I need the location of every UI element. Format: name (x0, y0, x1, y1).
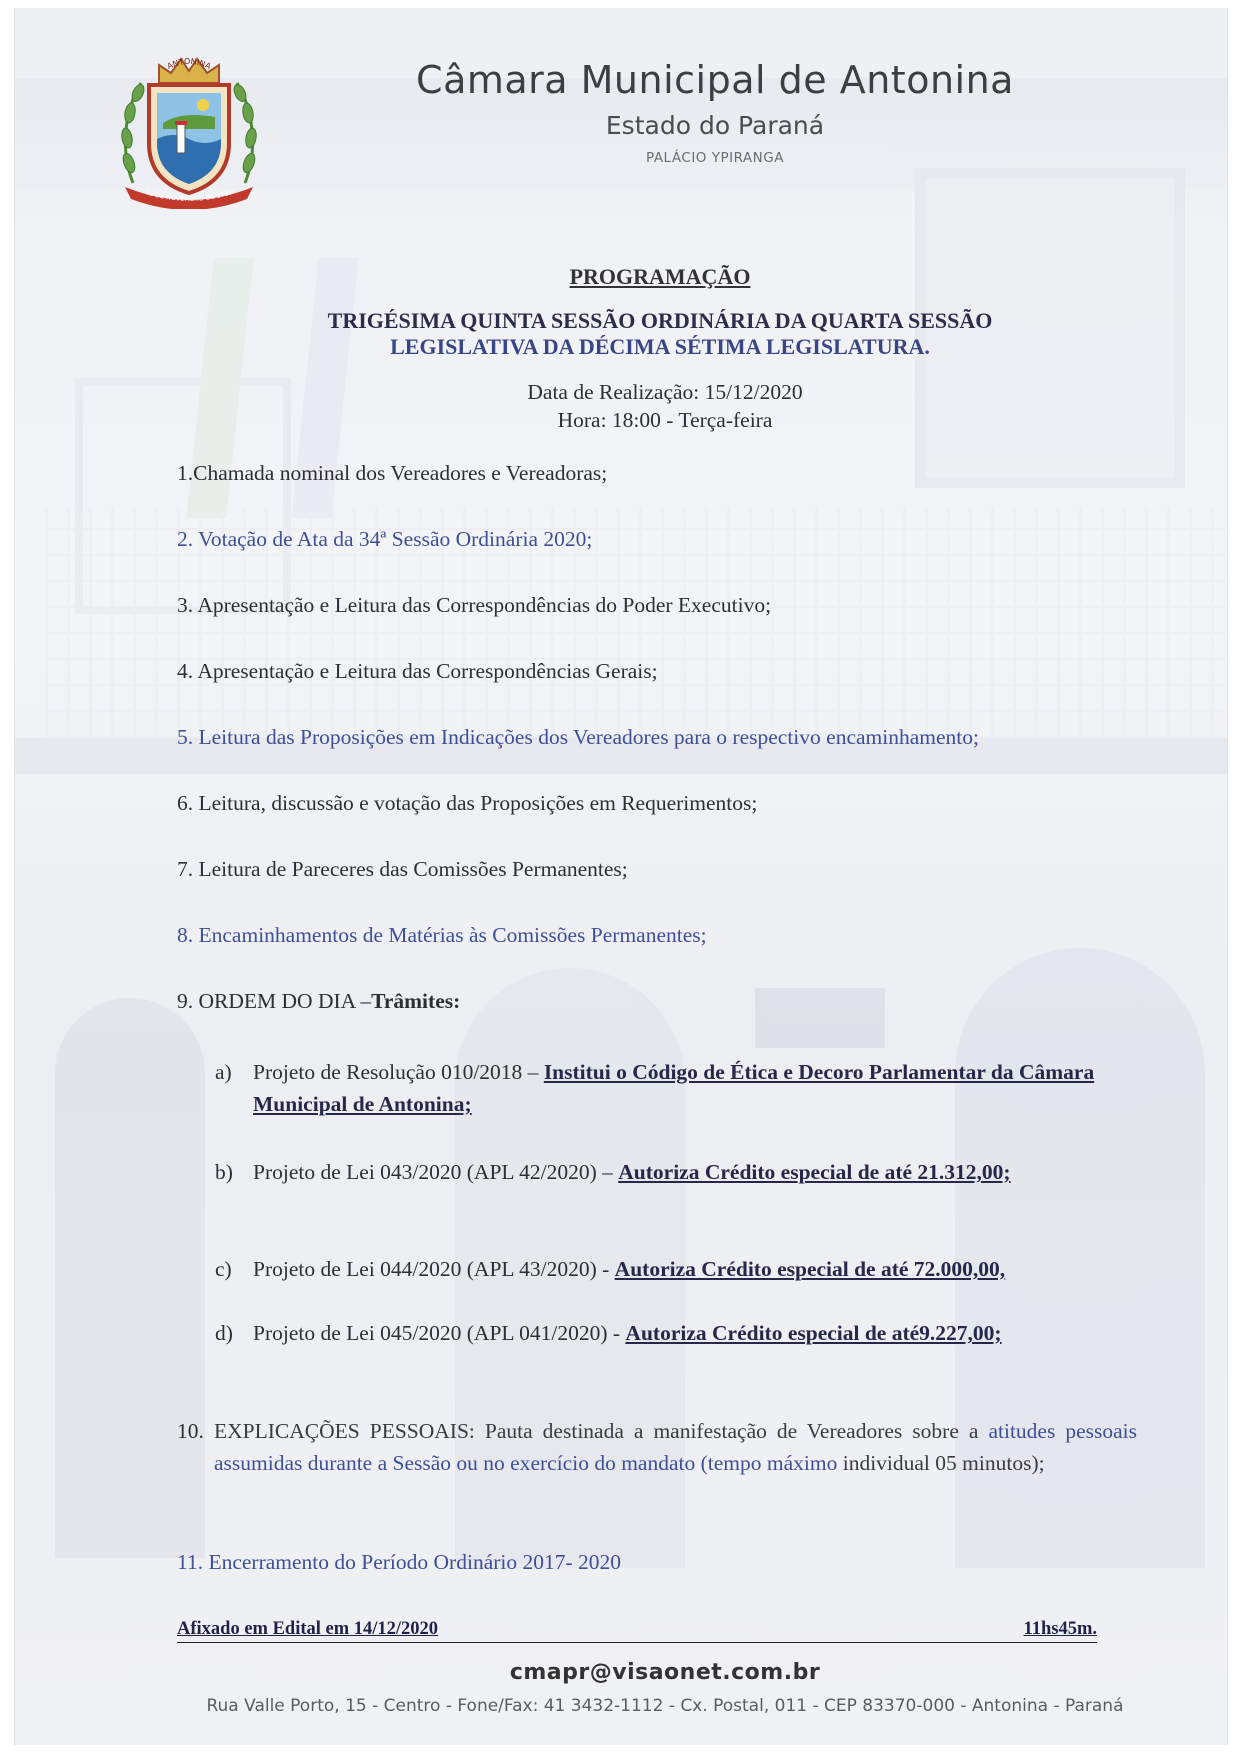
svg-text:12 DE NOVEMBRO DE 1797: 12 DE NOVEMBRO DE 1797 (144, 188, 234, 204)
order-item-a-project: Projeto de Resolução 010/2018 – (253, 1060, 544, 1084)
agenda-item-10 (177, 1415, 1137, 1479)
agenda-item-3: 3. Apresentação e Leitura das Correspondências do Poder Executivo; (177, 593, 772, 617)
agenda-item-10-line2: atitudes pessoais assumidas durante a Sessão ou no exercício do mandato (tempo máximo (214, 1419, 1137, 1475)
agenda-item-7: 7. Leitura de Pareceres das Comissões Permanentes; (177, 857, 628, 881)
order-item-c-label: c) (215, 1257, 232, 1281)
session-date: Data de Realização: 15/12/2020 (527, 380, 803, 404)
agenda-item-10-line1: EXPLICAÇÕES PESSOAIS: Pauta destinada a manifestação de Vereadores sobre a (214, 1419, 979, 1443)
posting-line (177, 1614, 1097, 1643)
session-title-line2: LEGISLATIVA DA DÉCIMA SÉTIMA LEGISLATURA. (390, 334, 930, 359)
posting-date: Afixado em Edital em 14/12/2020 (177, 1619, 439, 1639)
order-item-a (215, 1056, 1135, 1120)
agenda-item-9 (177, 989, 460, 1014)
order-item-a-summary: Institui o Código de Ética e Decoro Parlamentar da Câmara Municipal de Antonina; (253, 1060, 1095, 1116)
agenda-item-9-label: 9. ORDEM DO DIA – (177, 989, 372, 1013)
program-heading: PROGRAMAÇÃO (569, 264, 751, 289)
session-datetime (345, 378, 985, 434)
agenda-item-1: 1.Chamada nominal dos Vereadores e Vereadoras; (177, 461, 608, 485)
order-item-d (215, 1317, 1135, 1349)
posting-time: 11hs45m. (1023, 1619, 1097, 1639)
order-item-b-project: Projeto de Lei 043/2020 (APL 42/2020) – (253, 1160, 619, 1184)
order-item-c (215, 1253, 1135, 1285)
svg-text:ANTONINA: ANTONINA (165, 56, 213, 72)
session-time: Hora: 18:00 - Terça-feira (557, 408, 773, 432)
agenda-item-11: 11. Encerramento do Período Ordinário 2017- 2020 (177, 1550, 622, 1574)
order-item-d-summary: Autoriza Crédito especial de até9.227,00; (625, 1321, 1002, 1345)
document-page (14, 8, 1228, 1745)
agenda-item-9-procedures: Trâmites: (371, 989, 461, 1013)
contact-address: Rua Valle Porto, 15 - Centro - Fone/Fax: 41 3432-1112 - Cx. Postal, 011 - CEP 83370-000 - Antonina - Paraná (206, 1696, 1124, 1716)
order-item-b-label: b) (215, 1160, 233, 1184)
agenda-item-2: 2. Votação de Ata da 34ª Sessão Ordinária 2020; (177, 527, 593, 551)
order-item-a-label: a) (215, 1060, 232, 1084)
agenda-item-6: 6. Leitura, discussão e votação das Proposições em Requerimentos; (177, 791, 758, 815)
order-item-c-summary: Autoriza Crédito especial de até 72.000,00, (614, 1257, 1006, 1281)
agenda-item-4: 4. Apresentação e Leitura das Correspondências Gerais; (177, 659, 658, 683)
municipal-crest-icon (115, 43, 263, 209)
palace-name: PALÁCIO YPIRANGA (646, 150, 784, 166)
agenda-item-10-number: 10. (177, 1419, 204, 1443)
council-name: Câmara Municipal de Antonina (416, 58, 1014, 102)
agenda-item-8: 8. Encaminhamentos de Matérias às Comissões Permanentes; (177, 923, 707, 947)
order-item-b-summary: Autoriza Crédito especial de até 21.312,00; (618, 1160, 1011, 1184)
session-title (235, 308, 1085, 360)
order-item-d-project: Projeto de Lei 045/2020 (APL 041/2020) - (253, 1321, 626, 1345)
order-item-d-label: d) (215, 1321, 233, 1345)
contact-email: cmapr@visaonet.com.br (509, 1660, 821, 1685)
agenda-item-10-line3: individual 05 minutos); (842, 1451, 1045, 1475)
agenda-item-5: 5. Leitura das Proposições em Indicações dos Vereadores para o respectivo encaminhamento; (177, 725, 979, 749)
session-title-line1: TRIGÉSIMA QUINTA SESSÃO ORDINÁRIA DA QUARTA SESSÃO (327, 308, 993, 333)
order-item-b (215, 1156, 1135, 1188)
order-item-c-project: Projeto de Lei 044/2020 (APL 43/2020) - (253, 1257, 615, 1281)
state-name: Estado do Paraná (605, 111, 825, 140)
